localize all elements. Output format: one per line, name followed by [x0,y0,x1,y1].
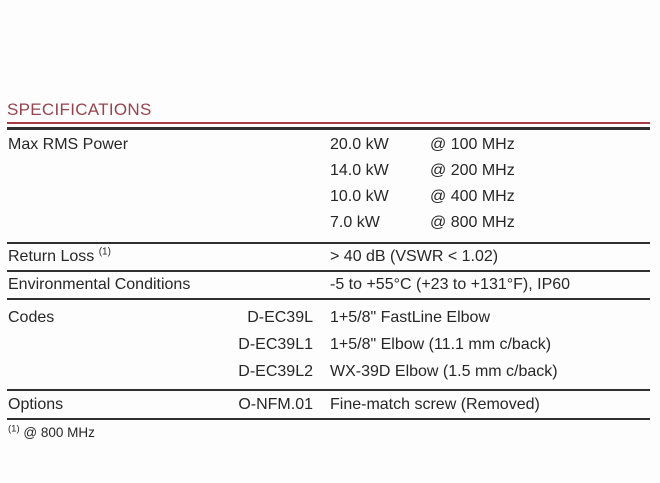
product-description: 1+5/8" FastLine Elbow [330,309,490,326]
power-frequency: @ 800 MHz [430,214,515,231]
row-code-empty [227,272,313,275]
power-value-line [330,184,650,210]
description-column [313,300,650,389]
row-label: Max RMS Power [8,136,129,153]
power-frequency: @ 100 MHz [430,136,515,153]
table-row-return-loss [7,244,650,272]
specifications-section [7,101,650,442]
row-values [313,130,650,242]
footnote [7,424,650,442]
footnote-text: @ 800 MHz [19,425,95,440]
product-description: Fine-match screw (Removed) [330,396,540,413]
code-column [227,300,313,389]
table-row-codes [7,300,650,391]
power-value: 7.0 kW [330,214,380,231]
power-frequency: @ 200 MHz [430,162,515,179]
product-code: D-EC39L1 [238,336,313,353]
row-label-text: Return Loss [8,248,95,265]
row-value: > 40 dB (VSWR < 1.02) [330,248,499,265]
row-code-empty [227,244,313,247]
power-value: 20.0 kW [330,136,389,153]
row-code-empty [227,130,313,139]
power-value-line [330,210,650,236]
power-value: 14.0 kW [330,162,389,179]
power-value: 10.0 kW [330,188,389,205]
row-label: Codes [8,309,55,326]
footnote-marker: (1) [98,246,111,258]
product-description: WX-39D Elbow (1.5 mm c/back) [330,363,558,380]
footnote-marker: (1) [8,423,20,435]
product-code: D-EC39L [247,309,313,326]
product-description: 1+5/8" Elbow (11.1 mm c/back) [330,336,552,353]
power-value-line [330,132,650,158]
power-frequency: @ 400 MHz [430,188,515,205]
product-code: D-EC39L2 [238,363,313,380]
table-row-environmental-conditions [7,272,650,300]
row-label: Options [8,396,64,413]
product-code: O-NFM.01 [238,396,313,413]
spec-table [7,127,650,420]
power-value-line [330,158,650,184]
table-row-options [7,391,650,420]
table-row-max-rms-power [7,130,650,244]
row-value: -5 to +55°C (+23 to +131°F), IP60 [330,276,571,293]
row-label [7,244,227,270]
section-heading: SPECIFICATIONS [7,101,650,124]
row-label: Environmental Conditions [8,276,191,293]
